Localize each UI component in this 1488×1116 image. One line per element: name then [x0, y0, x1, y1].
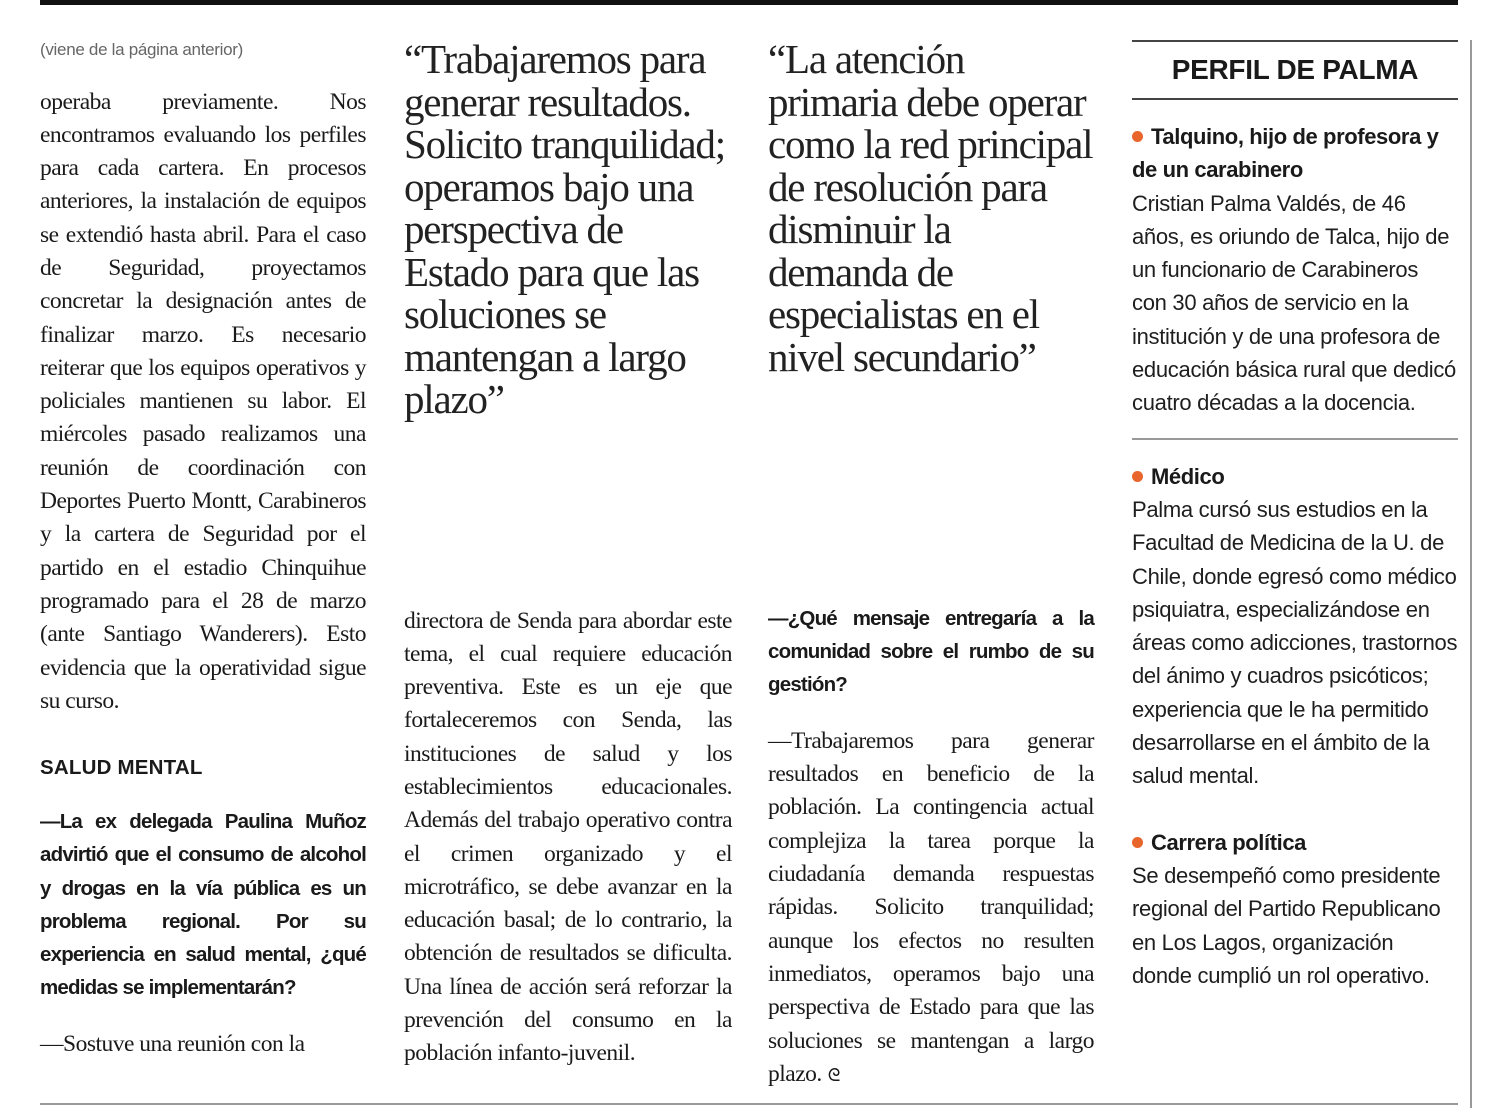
column-3 — [768, 38, 1094, 378]
end-of-article-icon: ᘓ — [827, 1064, 840, 1086]
bullet-dot-icon — [1132, 471, 1143, 482]
column-2 — [404, 38, 732, 421]
profile-text: Palma cursó sus estudios en la Facultad de Medicina de la U. de Chile, donde egresó como médico psiquiatra, especializándose en áreas como adicciones, trastornos del ánimo y cuadros psicóticos; experiencia que le ha permitido desarrollarse en el ámbito de la salud mental. — [1132, 496, 1458, 789]
column-3-body — [768, 581, 1094, 1116]
profile-heading-text: Médico — [1151, 463, 1225, 489]
profile-text: Se desempeñó como presidente regional del Partido Republicano en Los Lagos, organización donde cumplió un rol operativo. — [1132, 862, 1441, 988]
body-paragraph: operaba previamente. Nos encontramos evaluando los perfiles para cada cartera. En procesos anteriores, la instalación de equipos se extendió hasta abril. Para el caso de Seguridad, proyectamos concretar la designación antes de finalizar marzo. Es necesario reiterar que los equipos operativos y policiales mantienen su labor. El miércoles pasado realizamos una reunión de coordinación con Deportes Puerto Montt, Carabineros y la cartera de Seguridad por el partido en el estadio Chinquihue programado para el 28 de marzo (ante Santiago Wanderers). Esto evidencia que la operatividad sigue su curso. — [40, 88, 366, 714]
pull-quote: “La atención primaria debe operar como la red principal de resolución para disminuir la demanda de especialistas en el nivel secundario” — [768, 36, 1093, 380]
profile-section-doctor — [1132, 440, 1458, 793]
profile-heading — [1132, 460, 1458, 493]
profile-section-origin — [1132, 100, 1458, 420]
profile-heading-text: Talquino, hijo de profesora y de un carabinero — [1132, 124, 1439, 183]
continued-from-note: (viene de la página anterior) — [40, 40, 243, 59]
interview-question: —¿Qué mensaje entregaría a la comunidad sobre el rumbo de su gestión? — [768, 606, 1094, 697]
interview-answer-start: —Sostuve una reunión con la — [40, 1031, 305, 1058]
body-paragraph: directora de Senda para abordar este tema, el cual requiere educación preventiva. Este es un eje que fortaleceremos con Senda, las instituciones de salud y los establecimientos educacionales. Además del trabajo operativo contra el crimen organizado y el microtráfico, se debe avanzar en la educación basal; de lo contrario, la obtención de resultados se dificulta. Una línea de acción será reforzar la prevención del consumo en la población infanto-juvenil. — [404, 607, 732, 1067]
bottom-rule — [40, 1103, 1458, 1105]
top-rule — [40, 0, 1458, 5]
profile-sidebar — [1132, 40, 1458, 992]
interview-answer — [768, 725, 1094, 1092]
profile-title: PERFIL DE PALMA — [1132, 40, 1458, 100]
profile-section-politics — [1132, 793, 1458, 992]
profile-text: Cristian Palma Valdés, de 46 años, es oriundo de Talca, hijo de un funcionario de Carabineros con 30 años de servicio en la institución y de una profesora de educación básica rural que dedicó cuatro décadas a la docencia. — [1132, 190, 1456, 416]
column-1 — [40, 38, 366, 1085]
bullet-dot-icon — [1132, 131, 1143, 142]
profile-heading — [1132, 826, 1458, 859]
pull-quote: “Trabajaremos para generar resultados. Solicito tranquilidad; operamos bajo una perspectiva de Estado para que las soluciones se mantengan a largo plazo” — [404, 36, 725, 422]
profile-heading — [1132, 120, 1458, 187]
section-heading: SALUD MENTAL — [40, 756, 203, 780]
column-2-body — [404, 581, 732, 1094]
answer-text: —Trabajaremos para generar resultados en beneficio de la población. La contingencia actual complejiza la tarea porque la ciudadanía demanda respuestas rápidas. Solicito tranquilidad; aunque los efectos no resulten inmediatos, operamos bajo una perspectiva de Estado para que las soluciones se mantengan a largo plazo. — [768, 727, 1094, 1087]
profile-heading-text: Carrera política — [1151, 829, 1307, 855]
right-edge-rule — [1470, 40, 1472, 1108]
interview-question: —La ex delegada Paulina Muñoz advirtió que el consumo de alcohol y drogas en la vía pública es un problema regional. Por su experiencia en salud mental, ¿qué medidas se implementarán? — [40, 809, 366, 1000]
bullet-dot-icon — [1132, 837, 1143, 848]
